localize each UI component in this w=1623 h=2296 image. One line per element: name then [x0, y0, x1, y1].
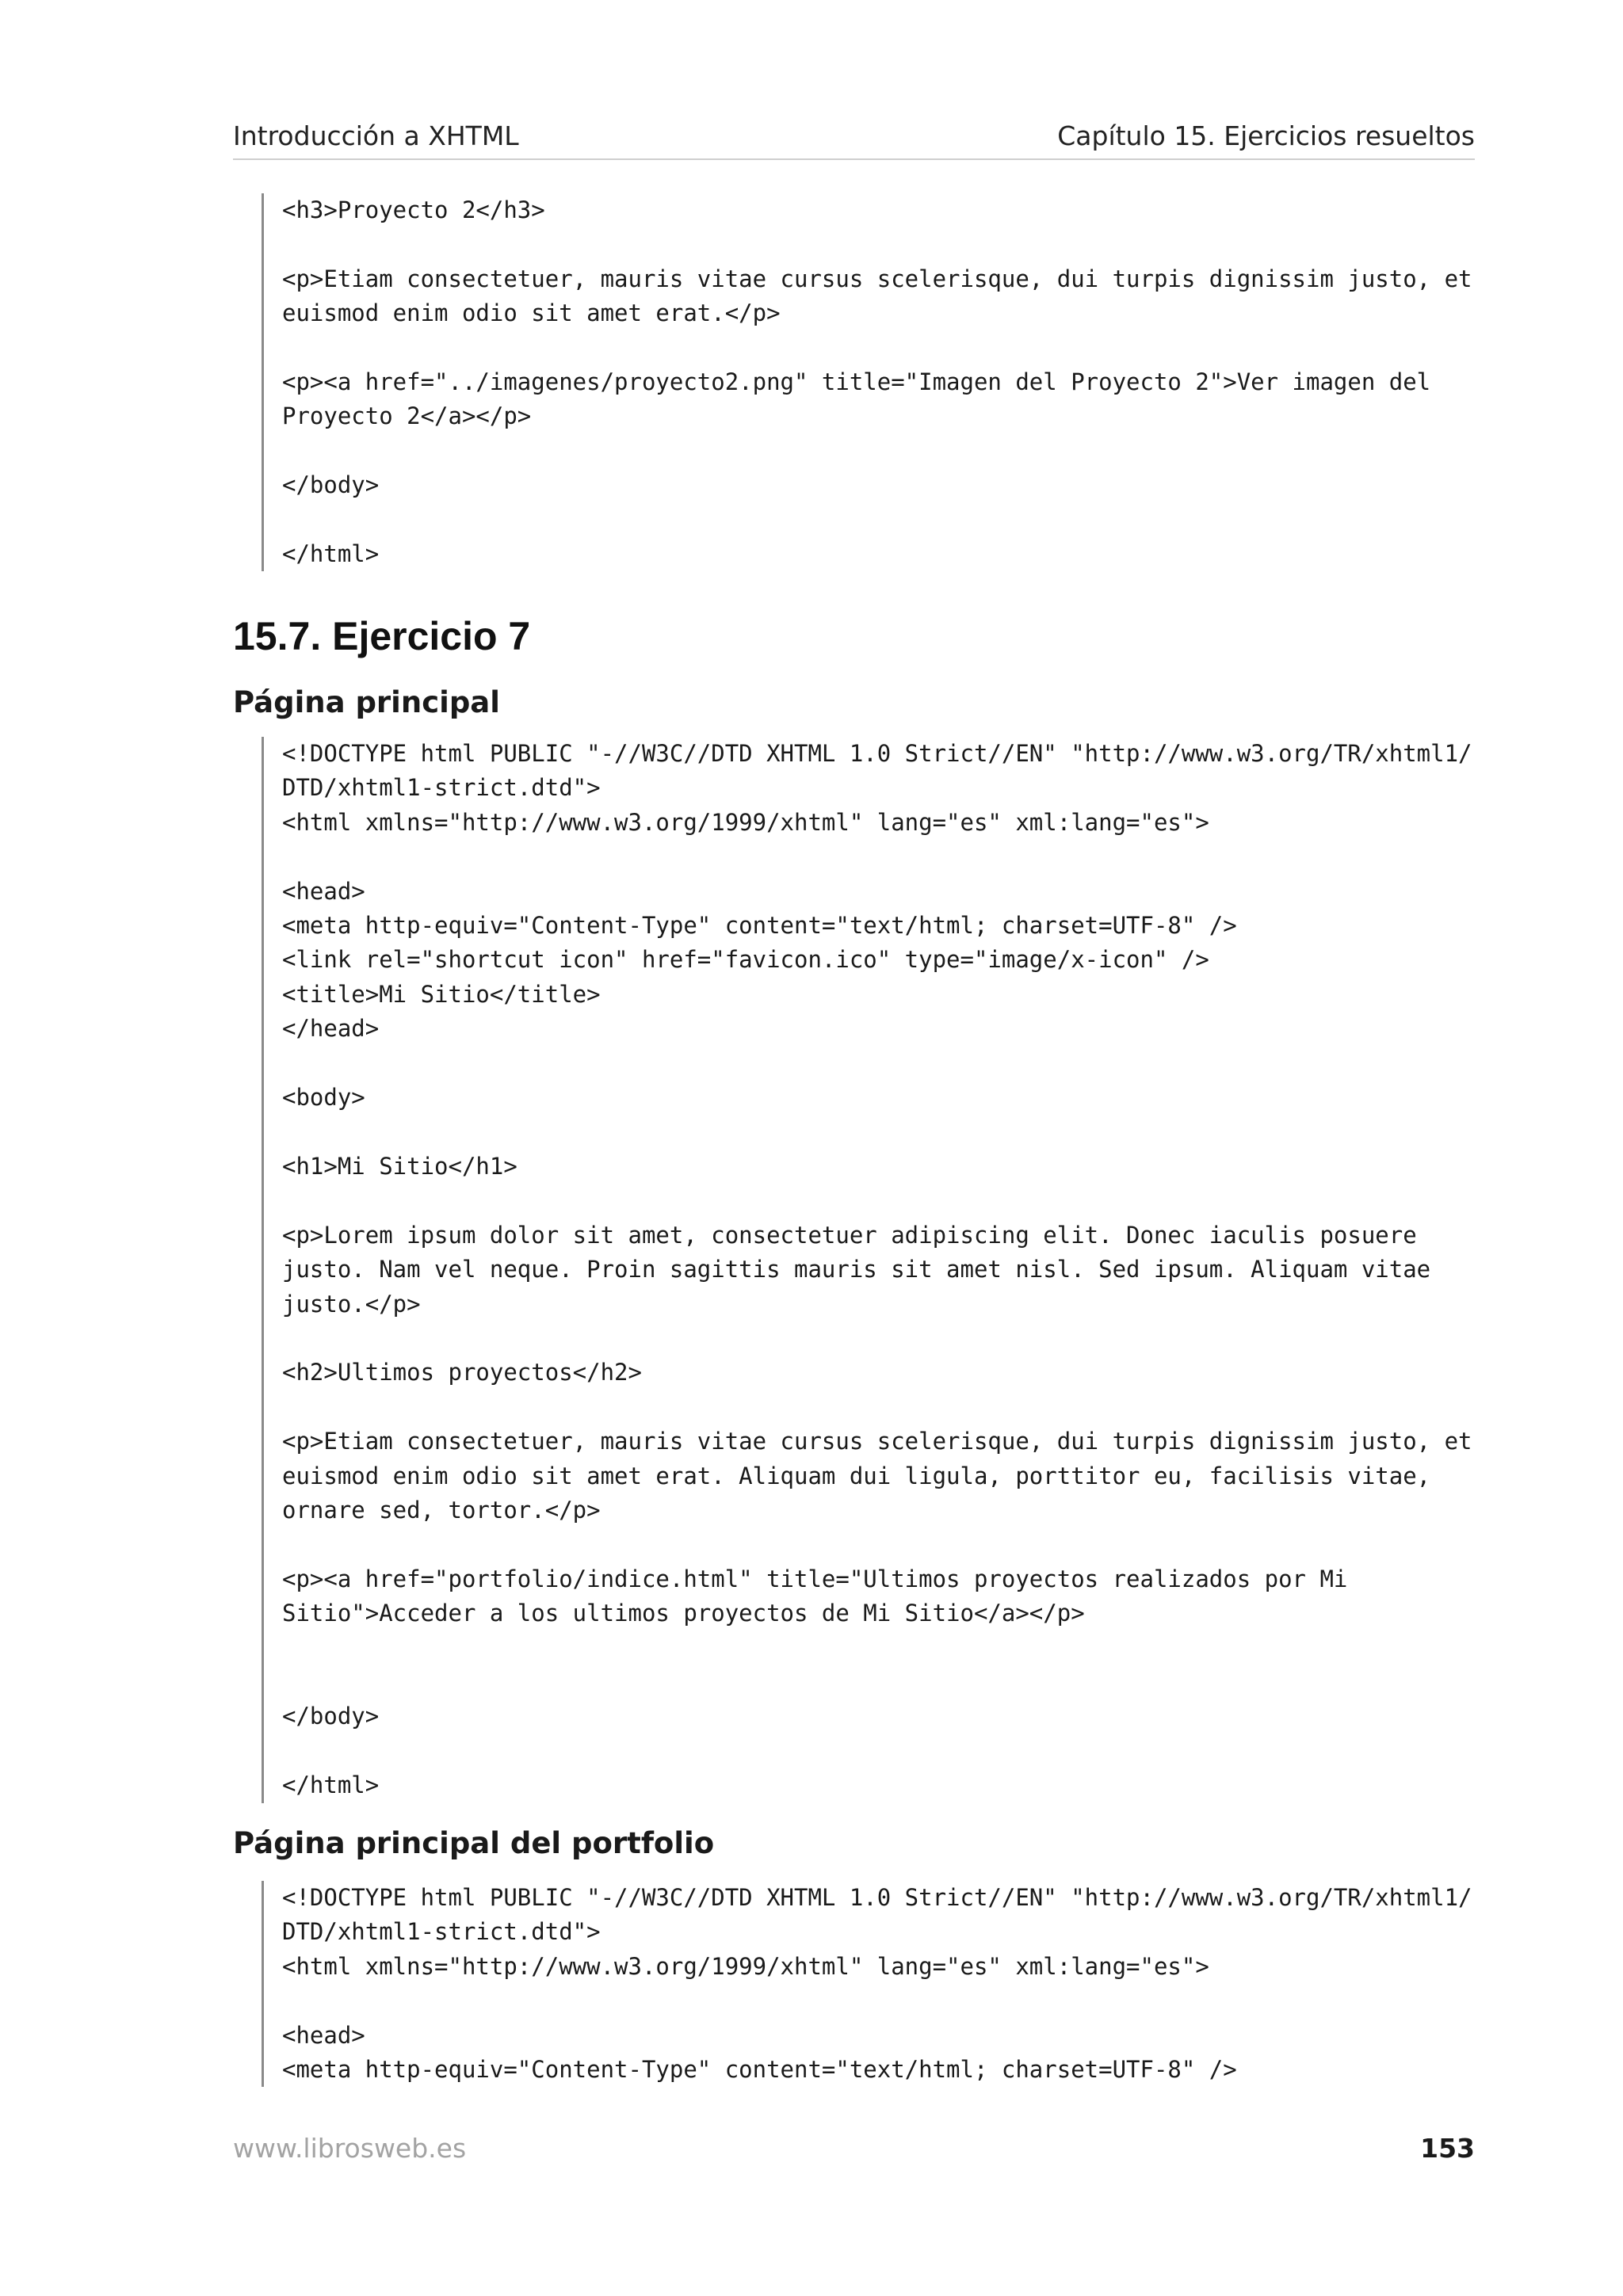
page-footer — [233, 2131, 1475, 2171]
code-listing: <!DOCTYPE html PUBLIC "-//W3C//DTD XHTML 1.0 Strict//EN" "http://www.w3.org/TR/xhtml1/ DTD/xhtml1-strict.dtd"> <html xmlns="http://www.w3.org/1999/xhtml" lang="es" xml:lang="es"> <head> <meta http-equiv="Content-Type" content="text/html; charset=UTF-8" /> <link rel="shortcut icon" href="favicon.ico" type="image/x-icon" /> <title>Mi Sitio</title> </head> <body> <h1>Mi Sitio</h1> <p>Lorem ipsum dolor sit amet, consectetuer adipiscing elit. Donec iaculis posuere justo. Nam vel neque. Proin sagittis mauris sit amet nisl. Sed ipsum. Aliquam vitae justo.</p> <h2>Ultimos proyectos</h2> <p>Etiam consectetuer, mauris vitae cursus scelerisque, dui turpis dignissim justo, et euismod enim odio sit amet erat. Aliquam dui ligula, porttitor eu, facilisis vitae, ornare sed, tortor.</p> <p><a href="portfolio/indice.html" title="Ultimos proyectos realizados por Mi Sitio">Acceder a los ultimos proyectos de Mi Sitio</a></p> </body> </html> — [282, 740, 1472, 1799]
section-title: 15.7. Ejercicio 7 — [233, 614, 531, 658]
code-listing: <!DOCTYPE html PUBLIC "-//W3C//DTD XHTML 1.0 Strict//EN" "http://www.w3.org/TR/xhtml1/ DTD/xhtml1-strict.dtd"> <html xmlns="http://www.w3.org/1999/xhtml" lang="es" xml:lang="es"> <head> <meta http-equiv="Content-Type" content="text/html; charset=UTF-8" /> — [282, 1884, 1472, 2084]
chapter-title: Capítulo 15. Ejercicios resueltos — [1057, 120, 1475, 151]
page-header — [233, 119, 1475, 160]
subheading-portfolio-page: Página principal del portfolio — [233, 1826, 715, 1860]
code-listing: <h3>Proyecto 2</h3> <p>Etiam consectetuer, mauris vitae cursus scelerisque, dui turpis dignissim justo, et euismod enim odio sit amet erat.</p> <p><a href="../imagenes/proyecto2.png" title="Imagen del Proyecto 2">Ver imagen del Proyecto 2</a></p> </body> </html> — [282, 196, 1472, 568]
subheading-main-page: Página principal — [233, 685, 500, 719]
page-number: 153 — [1420, 2133, 1475, 2164]
book-title: Introducción a XHTML — [233, 120, 519, 151]
code-block — [262, 193, 1499, 571]
code-block — [262, 1881, 1499, 2087]
code-block — [262, 737, 1499, 1803]
footer-link[interactable]: www.librosweb.es — [233, 2133, 467, 2164]
